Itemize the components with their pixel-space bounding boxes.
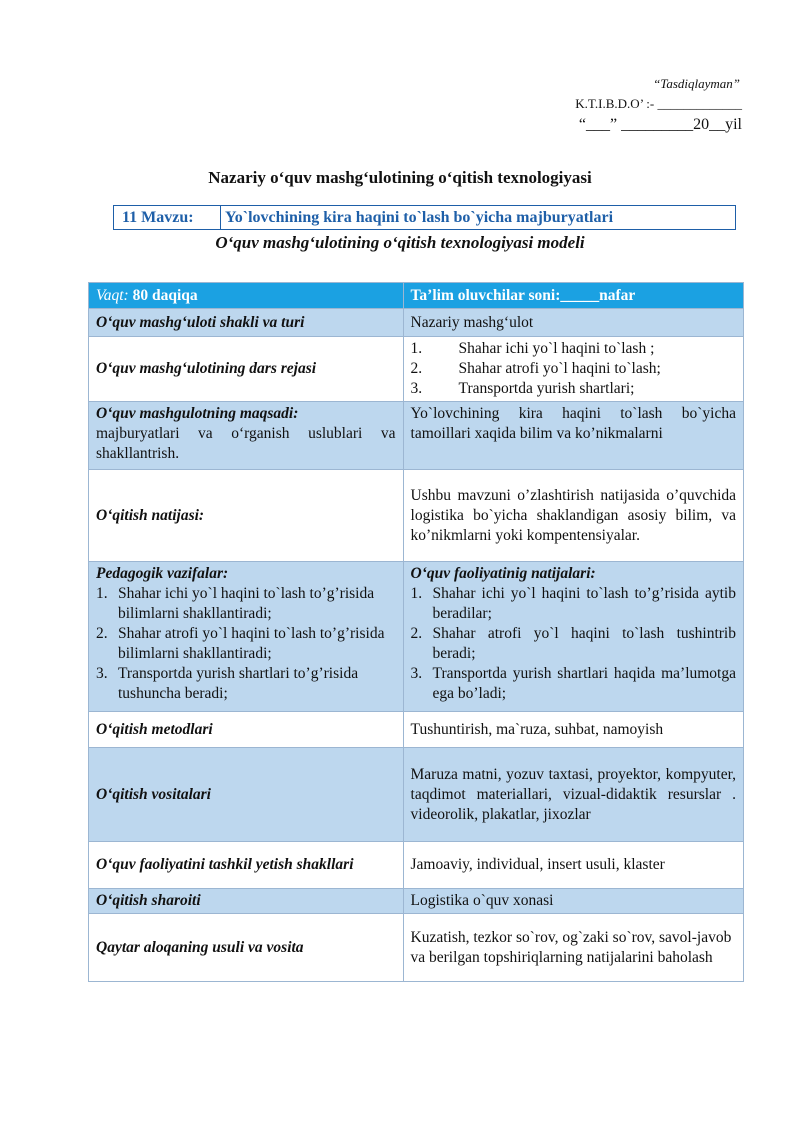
- table-row: [89, 748, 744, 842]
- plan-label: O‘quv mashg‘ulotining dars rejasi: [89, 337, 404, 402]
- list-number: 2.: [410, 625, 423, 642]
- table-row: [89, 712, 744, 748]
- table-row: [89, 402, 744, 470]
- learning-results-title: O‘quv faoliyatinig natijalari:: [410, 565, 596, 582]
- list-number: 3.: [96, 665, 108, 682]
- forms-label: O‘quv faoliyatini tashkil yetish shakllari: [89, 842, 404, 889]
- learning-results-cell: [403, 562, 743, 712]
- approval-position: K.T.I.B.D.O’ :- _____________: [575, 96, 742, 111]
- list-item: [411, 664, 736, 704]
- tools-label: O‘qitish vositalari: [89, 748, 404, 842]
- list-item: [411, 584, 736, 624]
- list-item: [411, 359, 736, 379]
- table-row: [89, 337, 744, 402]
- list-text: Transportda yurish shartlari haqida ma’lumotga ega bo’ladi;: [432, 665, 736, 702]
- form-label: O‘quv mashg‘uloti shakli va turi: [89, 309, 404, 337]
- goal-label-cell: [89, 402, 404, 470]
- goal-text-right: Yo`lovchining kira haqini to`lash bo`yicha tamoillari xaqida bilim va ko’nikmalarni: [403, 402, 743, 470]
- table-row: [89, 309, 744, 337]
- list-text: Shahar ichi yo`l haqini to`lash to’g’risida aytib beradilar;: [432, 585, 736, 622]
- table-row: [89, 842, 744, 889]
- methods-value: Tushuntirish, ma`ruza, suhbat, namoyish: [403, 712, 743, 748]
- list-number: 2.: [96, 625, 108, 642]
- goal-text-left: majburyatlari va o‘rganish uslublari va shakllantrish.: [96, 425, 396, 462]
- list-text: Shahar atrofi yo`l haqini to`lash;: [458, 360, 661, 377]
- conditions-value: Logistika o`quv xonasi: [403, 889, 743, 914]
- list-text: Transportda yurish shartlari;: [458, 380, 635, 397]
- list-item: [411, 339, 736, 359]
- approval-heading: “Tasdiqlayman”: [653, 76, 740, 91]
- list-item: [96, 664, 396, 704]
- list-item: [411, 624, 736, 664]
- list-number: 1.: [410, 585, 423, 602]
- list-number: 1.: [410, 340, 423, 357]
- conditions-label: O‘qitish sharoiti: [89, 889, 404, 914]
- model-title: O‘quv mashg‘ulotining o‘qitish texnologiyasi modeli: [215, 233, 585, 252]
- list-text: Transportda yurish shartlari to’g’risida tushuncha beradi;: [118, 665, 359, 702]
- list-text: Shahar ichi yo`l haqini to`lash ;: [458, 340, 655, 357]
- list-number: 1.: [96, 585, 108, 602]
- list-item: [96, 624, 396, 664]
- table-row: [89, 889, 744, 914]
- approval-date: “___” _________20__yil: [578, 116, 742, 133]
- list-text: Shahar atrofi yo`l haqini to`lash to’g’risida bilimlarni shakllantiradi;: [118, 625, 385, 662]
- time-label: Vaqt:: [96, 286, 129, 304]
- feedback-label: Qaytar aloqaning usuli va vosita: [89, 914, 404, 982]
- plan-list: [411, 339, 736, 399]
- students-cell: Ta’lim oluvchilar soni:_____nafar: [403, 283, 743, 309]
- learning-results-list: [411, 584, 736, 704]
- list-text: Shahar ichi yo`l haqini to`lash to’g’risida bilimlarni shakllantiradi;: [118, 585, 375, 622]
- goal-label: O‘quv mashgulotning maqsadi:: [96, 405, 299, 422]
- list-number: 3.: [410, 665, 423, 682]
- lesson-plan-table: [88, 282, 744, 982]
- form-value: Nazariy mashg‘ulot: [403, 309, 743, 337]
- page-title: Nazariy o‘quv mashg‘ulotining o‘qitish texnologiyasi: [208, 168, 592, 187]
- list-text: Shahar atrofi yo`l haqini to`lash tushintrib beradi;: [432, 625, 736, 662]
- list-item: [96, 584, 396, 624]
- table-row: [89, 470, 744, 562]
- table-row: [89, 562, 744, 712]
- topic-bar: [113, 205, 736, 230]
- table-row: [89, 283, 744, 309]
- table-row: [89, 914, 744, 982]
- topic-label: 11 Mavzu:: [114, 206, 220, 229]
- pedagogic-tasks-list: [96, 584, 396, 704]
- result-label: O‘qitish natijasi:: [89, 470, 404, 562]
- list-item: [411, 379, 736, 399]
- forms-value: Jamoaviy, individual, insert usuli, klaster: [403, 842, 743, 889]
- topic-title: Yo`lovchining kira haqini to`lash bo`yicha majburyatlari: [220, 206, 735, 229]
- result-value: Ushbu mavzuni o’zlashtirish natijasida o’quvchida logistika bo`yicha shaklandigan asosiy bilim, va ko’nikmlarni yoki kompentensiyalar.: [403, 470, 743, 562]
- time-cell: [89, 283, 404, 309]
- list-number: 2.: [410, 360, 423, 377]
- pedagogic-tasks-title: Pedagogik vazifalar:: [96, 565, 229, 582]
- tools-value: Maruza matni, yozuv taxtasi, proyektor, kompyuter, taqdimot materiallari, vizual-didaktik resurslar . videorolik, plakatlar, jixozlar: [403, 748, 743, 842]
- approval-block: [575, 76, 742, 134]
- methods-label: O‘qitish metodlari: [89, 712, 404, 748]
- pedagogic-tasks-cell: [89, 562, 404, 712]
- list-number: 3.: [410, 380, 423, 397]
- time-value: 80 daqiqa: [128, 286, 198, 304]
- feedback-value: Kuzatish, tezkor so`rov, og`zaki so`rov, savol-javob va berilgan topshiriqlarning natijalarini baholash: [403, 914, 743, 982]
- plan-list-cell: [403, 337, 743, 402]
